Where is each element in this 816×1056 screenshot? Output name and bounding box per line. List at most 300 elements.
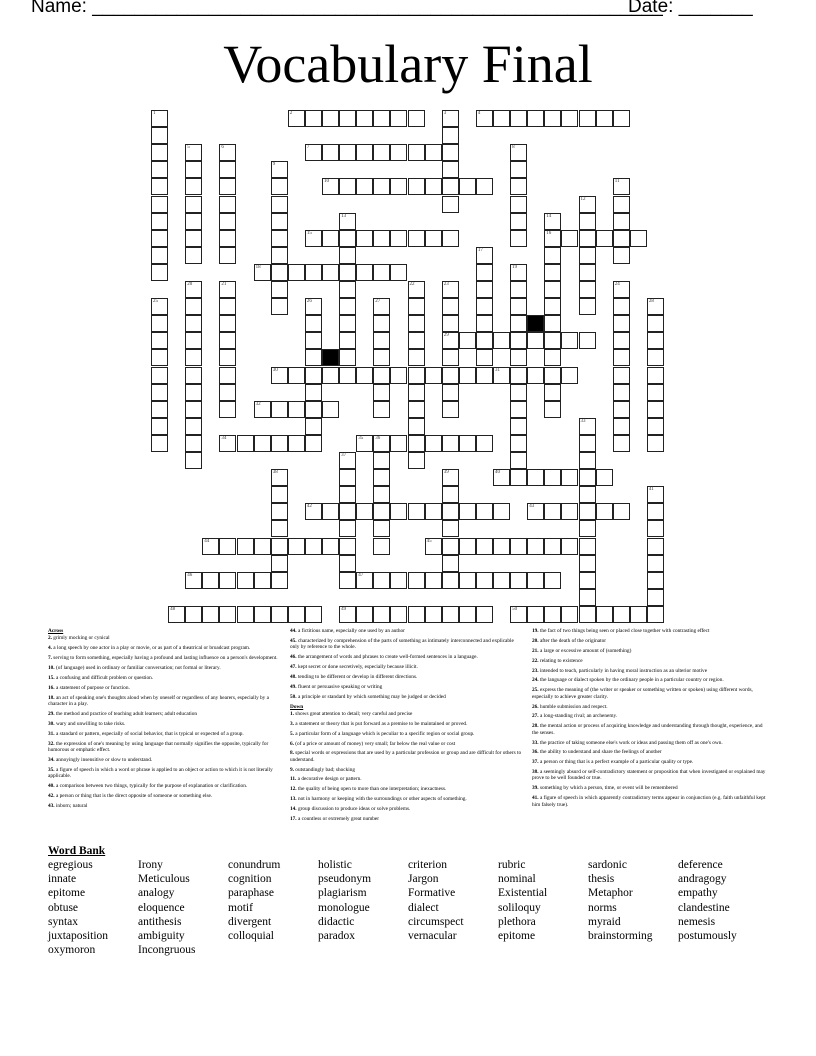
grid-cell[interactable] [442,469,459,486]
grid-cell[interactable] [219,178,236,195]
grid-cell[interactable] [425,435,442,452]
grid-cell[interactable] [373,367,390,384]
grid-cell[interactable] [271,401,288,418]
grid-cell[interactable] [373,435,390,452]
grid-cell[interactable] [476,606,493,623]
grid-cell[interactable] [425,144,442,161]
grid-cell[interactable] [373,401,390,418]
grid-cell[interactable] [493,110,510,127]
grid-cell[interactable] [305,110,322,127]
grid-cell[interactable] [527,538,544,555]
grid-cell[interactable] [510,349,527,366]
grid-cell[interactable] [305,401,322,418]
grid-cell[interactable] [219,538,236,555]
grid-cell[interactable] [510,110,527,127]
grid-cell[interactable] [151,178,168,195]
grid-cell[interactable] [647,401,664,418]
grid-cell[interactable] [613,503,630,520]
grid-cell[interactable] [219,349,236,366]
grid-cell[interactable] [408,452,425,469]
grid-cell[interactable] [271,213,288,230]
grid-cell[interactable] [339,110,356,127]
grid-cell[interactable] [390,230,407,247]
grid-cell[interactable] [613,606,630,623]
grid-cell[interactable] [579,486,596,503]
grid-cell[interactable] [219,315,236,332]
grid-cell[interactable] [425,230,442,247]
grid-cell[interactable] [237,606,254,623]
grid-cell[interactable] [544,247,561,264]
grid-cell[interactable] [544,401,561,418]
grid-cell[interactable] [356,606,373,623]
grid-cell[interactable] [254,572,271,589]
grid-cell[interactable] [322,264,339,281]
grid-cell[interactable] [630,230,647,247]
grid-cell[interactable] [527,110,544,127]
grid-cell[interactable] [356,110,373,127]
grid-cell[interactable] [408,144,425,161]
grid-cell[interactable] [442,144,459,161]
grid-cell[interactable] [254,435,271,452]
grid-cell[interactable] [579,264,596,281]
grid-cell[interactable] [647,538,664,555]
grid-cell[interactable] [647,418,664,435]
grid-cell[interactable] [579,418,596,435]
grid-cell[interactable] [613,230,630,247]
grid-cell[interactable] [613,401,630,418]
grid-cell[interactable] [356,435,373,452]
grid-cell[interactable] [510,469,527,486]
grid-cell[interactable] [459,538,476,555]
grid-cell[interactable] [254,606,271,623]
grid-cell[interactable] [271,161,288,178]
grid-cell[interactable] [579,503,596,520]
grid-cell[interactable] [185,178,202,195]
grid-cell[interactable] [459,572,476,589]
grid-cell[interactable] [561,230,578,247]
grid-cell[interactable] [476,110,493,127]
grid-cell[interactable] [442,538,459,555]
grid-cell[interactable] [339,178,356,195]
grid-cell[interactable] [322,401,339,418]
grid-cell[interactable] [613,418,630,435]
grid-cell[interactable] [339,349,356,366]
grid-cell[interactable] [442,503,459,520]
grid-cell[interactable] [219,435,236,452]
grid-cell[interactable] [510,538,527,555]
grid-cell[interactable] [305,144,322,161]
grid-cell[interactable] [579,298,596,315]
grid-cell[interactable] [305,315,322,332]
grid-cell[interactable] [544,315,561,332]
grid-cell[interactable] [442,367,459,384]
grid-cell[interactable] [579,213,596,230]
grid-cell[interactable] [613,213,630,230]
grid-cell[interactable] [168,606,185,623]
grid-cell[interactable] [185,401,202,418]
grid-cell[interactable] [305,606,322,623]
grid-cell[interactable] [544,572,561,589]
grid-cell[interactable] [442,178,459,195]
grid-cell[interactable] [442,230,459,247]
grid-cell[interactable] [510,418,527,435]
grid-cell[interactable] [408,281,425,298]
grid-cell[interactable] [510,144,527,161]
grid-cell[interactable] [373,110,390,127]
name-field[interactable]: Name: ______________________________________________________ [31,0,663,17]
grid-cell[interactable] [510,196,527,213]
grid-cell[interactable] [442,435,459,452]
grid-cell[interactable] [185,367,202,384]
grid-cell[interactable] [579,469,596,486]
grid-cell[interactable] [373,264,390,281]
grid-cell[interactable] [579,247,596,264]
grid-cell[interactable] [373,230,390,247]
grid-cell[interactable] [185,161,202,178]
grid-cell[interactable] [647,606,664,623]
grid-cell[interactable] [510,178,527,195]
grid-cell[interactable] [561,503,578,520]
grid-cell[interactable] [561,538,578,555]
grid-cell[interactable] [271,264,288,281]
grid-cell[interactable] [373,469,390,486]
grid-cell[interactable] [408,315,425,332]
grid-cell[interactable] [185,196,202,213]
grid-cell[interactable] [544,469,561,486]
grid-cell[interactable] [219,196,236,213]
grid-cell[interactable] [510,264,527,281]
grid-cell[interactable] [219,401,236,418]
grid-cell[interactable] [544,230,561,247]
grid-cell[interactable] [647,589,664,606]
grid-cell[interactable] [476,435,493,452]
grid-cell[interactable] [151,315,168,332]
grid-cell[interactable] [305,503,322,520]
grid-cell[interactable] [288,401,305,418]
grid-cell[interactable] [339,367,356,384]
grid-cell[interactable] [613,315,630,332]
grid-cell[interactable] [579,230,596,247]
grid-cell[interactable] [596,606,613,623]
grid-cell[interactable] [185,452,202,469]
grid-cell[interactable] [647,315,664,332]
grid-cell[interactable] [510,298,527,315]
grid-cell[interactable] [373,503,390,520]
grid-cell[interactable] [202,572,219,589]
grid-cell[interactable] [544,538,561,555]
grid-cell[interactable] [544,332,561,349]
grid-cell[interactable] [271,503,288,520]
grid-cell[interactable] [271,178,288,195]
grid-cell[interactable] [425,606,442,623]
grid-cell[interactable] [373,606,390,623]
grid-cell[interactable] [356,178,373,195]
grid-cell[interactable] [544,384,561,401]
grid-cell[interactable] [442,555,459,572]
grid-cell[interactable] [151,298,168,315]
grid-cell[interactable] [425,503,442,520]
grid-cell[interactable] [271,606,288,623]
grid-cell[interactable] [408,367,425,384]
grid-cell[interactable] [339,452,356,469]
grid-cell[interactable] [493,367,510,384]
grid-cell[interactable] [185,418,202,435]
grid-cell[interactable] [442,196,459,213]
grid-cell[interactable] [476,281,493,298]
grid-cell[interactable] [613,435,630,452]
grid-cell[interactable] [647,367,664,384]
grid-cell[interactable] [647,555,664,572]
grid-cell[interactable] [185,281,202,298]
grid-cell[interactable] [459,178,476,195]
grid-cell[interactable] [510,452,527,469]
grid-cell[interactable] [219,298,236,315]
grid-cell[interactable] [288,606,305,623]
grid-cell[interactable] [510,401,527,418]
grid-cell[interactable] [647,349,664,366]
grid-cell[interactable] [151,213,168,230]
grid-cell[interactable] [339,213,356,230]
grid-cell[interactable] [322,503,339,520]
grid-cell[interactable] [219,606,236,623]
grid-cell[interactable] [527,503,544,520]
grid-cell[interactable] [373,315,390,332]
grid-cell[interactable] [305,230,322,247]
grid-cell[interactable] [305,538,322,555]
grid-cell[interactable] [339,332,356,349]
grid-cell[interactable] [579,589,596,606]
grid-cell[interactable] [579,520,596,537]
grid-cell[interactable] [493,332,510,349]
grid-cell[interactable] [339,469,356,486]
grid-cell[interactable] [151,264,168,281]
grid-cell[interactable] [561,332,578,349]
grid-cell[interactable] [613,332,630,349]
grid-cell[interactable] [510,606,527,623]
grid-cell[interactable] [613,247,630,264]
grid-cell[interactable] [476,247,493,264]
grid-cell[interactable] [596,230,613,247]
grid-cell[interactable] [219,213,236,230]
grid-cell[interactable] [510,572,527,589]
grid-cell[interactable] [185,384,202,401]
grid-cell[interactable] [544,503,561,520]
grid-cell[interactable] [527,367,544,384]
grid-cell[interactable] [322,110,339,127]
grid-cell[interactable] [151,196,168,213]
grid-cell[interactable] [561,606,578,623]
grid-cell[interactable] [408,332,425,349]
grid-cell[interactable] [579,538,596,555]
grid-cell[interactable] [613,178,630,195]
grid-cell[interactable] [271,435,288,452]
grid-cell[interactable] [322,144,339,161]
grid-cell[interactable] [322,230,339,247]
grid-cell[interactable] [151,127,168,144]
grid-cell[interactable] [219,230,236,247]
grid-cell[interactable] [390,367,407,384]
grid-cell[interactable] [339,538,356,555]
grid-cell[interactable] [151,367,168,384]
grid-cell[interactable] [561,469,578,486]
grid-cell[interactable] [185,298,202,315]
grid-cell[interactable] [305,298,322,315]
grid-cell[interactable] [390,264,407,281]
grid-cell[interactable] [510,384,527,401]
grid-cell[interactable] [459,367,476,384]
grid-cell[interactable] [425,367,442,384]
grid-cell[interactable] [288,264,305,281]
grid-cell[interactable] [151,230,168,247]
grid-cell[interactable] [442,401,459,418]
grid-cell[interactable] [476,349,493,366]
grid-cell[interactable] [476,572,493,589]
grid-cell[interactable] [630,606,647,623]
grid-cell[interactable] [613,298,630,315]
grid-cell[interactable] [647,503,664,520]
grid-cell[interactable] [476,538,493,555]
grid-cell[interactable] [339,315,356,332]
grid-cell[interactable] [202,606,219,623]
grid-cell[interactable] [202,538,219,555]
grid-cell[interactable] [442,332,459,349]
grid-cell[interactable] [288,110,305,127]
grid-cell[interactable] [425,572,442,589]
grid-cell[interactable] [613,384,630,401]
grid-cell[interactable] [408,503,425,520]
grid-cell[interactable] [510,332,527,349]
grid-cell[interactable] [476,298,493,315]
grid-cell[interactable] [459,332,476,349]
grid-cell[interactable] [271,486,288,503]
grid-cell[interactable] [356,367,373,384]
grid-cell[interactable] [527,572,544,589]
grid-cell[interactable] [647,572,664,589]
grid-cell[interactable] [442,298,459,315]
grid-cell[interactable] [271,538,288,555]
grid-cell[interactable] [219,247,236,264]
grid-cell[interactable] [613,349,630,366]
grid-cell[interactable] [305,418,322,435]
grid-cell[interactable] [408,178,425,195]
grid-cell[interactable] [613,367,630,384]
grid-cell[interactable] [442,110,459,127]
grid-cell[interactable] [579,332,596,349]
grid-cell[interactable] [442,384,459,401]
grid-cell[interactable] [339,520,356,537]
grid-cell[interactable] [237,572,254,589]
grid-cell[interactable] [219,367,236,384]
grid-cell[interactable] [579,572,596,589]
grid-cell[interactable] [271,247,288,264]
grid-cell[interactable] [579,110,596,127]
grid-cell[interactable] [544,349,561,366]
grid-cell[interactable] [339,144,356,161]
grid-cell[interactable] [322,367,339,384]
grid-cell[interactable] [408,349,425,366]
grid-cell[interactable] [339,298,356,315]
grid-cell[interactable] [151,435,168,452]
grid-cell[interactable] [510,230,527,247]
grid-cell[interactable] [373,298,390,315]
grid-cell[interactable] [408,401,425,418]
grid-cell[interactable] [151,349,168,366]
grid-cell[interactable] [390,572,407,589]
grid-cell[interactable] [271,367,288,384]
grid-cell[interactable] [185,435,202,452]
grid-cell[interactable] [544,367,561,384]
grid-cell[interactable] [425,178,442,195]
grid-cell[interactable] [151,110,168,127]
grid-cell[interactable] [459,435,476,452]
grid-cell[interactable] [442,606,459,623]
grid-cell[interactable] [373,349,390,366]
grid-cell[interactable] [408,435,425,452]
grid-cell[interactable] [408,418,425,435]
grid-cell[interactable] [288,435,305,452]
grid-cell[interactable] [271,230,288,247]
grid-cell[interactable] [322,178,339,195]
grid-cell[interactable] [185,332,202,349]
grid-cell[interactable] [579,452,596,469]
grid-cell[interactable] [271,469,288,486]
grid-cell[interactable] [510,213,527,230]
grid-cell[interactable] [237,435,254,452]
grid-cell[interactable] [408,384,425,401]
grid-cell[interactable] [373,538,390,555]
grid-cell[interactable] [647,384,664,401]
grid-cell[interactable] [544,110,561,127]
grid-cell[interactable] [476,503,493,520]
grid-cell[interactable] [339,606,356,623]
grid-cell[interactable] [408,606,425,623]
grid-cell[interactable] [373,452,390,469]
grid-cell[interactable] [151,247,168,264]
grid-cell[interactable] [442,161,459,178]
grid-cell[interactable] [442,281,459,298]
grid-cell[interactable] [373,572,390,589]
grid-cell[interactable] [373,384,390,401]
grid-cell[interactable] [442,349,459,366]
grid-cell[interactable] [408,572,425,589]
grid-cell[interactable] [373,178,390,195]
grid-cell[interactable] [647,332,664,349]
grid-cell[interactable] [459,503,476,520]
grid-cell[interactable] [510,315,527,332]
grid-cell[interactable] [151,161,168,178]
grid-cell[interactable] [339,486,356,503]
grid-cell[interactable] [339,572,356,589]
grid-cell[interactable] [339,247,356,264]
grid-cell[interactable] [527,606,544,623]
grid-cell[interactable] [305,435,322,452]
grid-cell[interactable] [510,161,527,178]
grid-cell[interactable] [288,367,305,384]
grid-cell[interactable] [356,230,373,247]
grid-cell[interactable] [305,349,322,366]
grid-cell[interactable] [476,332,493,349]
grid-cell[interactable] [425,538,442,555]
grid-cell[interactable] [647,298,664,315]
grid-cell[interactable] [579,555,596,572]
grid-cell[interactable] [544,213,561,230]
grid-cell[interactable] [596,469,613,486]
grid-cell[interactable] [151,384,168,401]
grid-cell[interactable] [442,315,459,332]
grid-cell[interactable] [288,538,305,555]
grid-cell[interactable] [544,606,561,623]
grid-cell[interactable] [339,555,356,572]
